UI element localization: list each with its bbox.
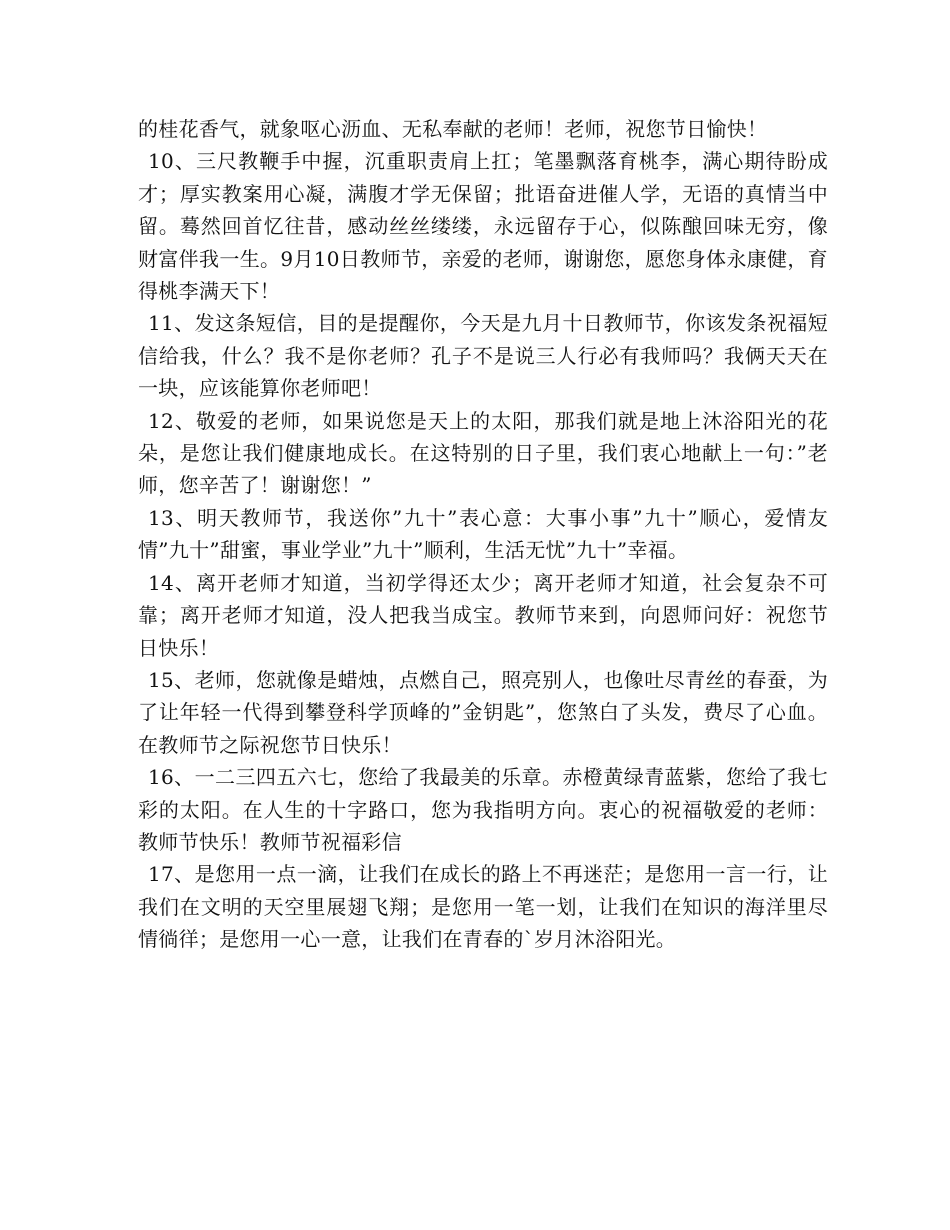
paragraph-10: 10、三尺教鞭手中握，沉重职责肩上扛；笔墨飘落育桃李，满心期待盼成才；厚实教案用心凝，满腹才学无保留；批语奋进催人学，无语的真情当中留。蓦然回首忆往昔，感动丝丝缕缕，永远留存于心，似陈酿回味无穷，像财富伴我一生。9月10日教师节，亲爱的老师，谢谢您，愿您身体永康健，育得桃李满天下！ [138, 149, 828, 304]
paragraph-13: 13、明天教师节，我送你”九十”表心意：大事小事”九十”顺心，爱情友情”九十”甜蜜，事业学业”九十”顺利，生活无忧”九十”幸福。 [138, 505, 828, 563]
paragraph-17: 17、是您用一点一滴，让我们在成长的路上不再迷茫；是您用一言一行，让我们在文明的天空里展翅飞翔；是您用一笔一划，让我们在知识的海洋里尽情徜徉；是您用一心一意，让我们在青春的`岁月沐浴阳光。 [138, 862, 828, 952]
paragraph-14: 14、离开老师才知道，当初学得还太少；离开老师才知道，社会复杂不可靠；离开老师才知道，没人把我当成宝。教师节来到，向恩师问好：祝您节日快乐！ [138, 570, 828, 660]
document-body [138, 113, 828, 956]
paragraph-11: 11、发这条短信，目的是提醒你，今天是九月十日教师节，你该发条祝福短信给我，什么？我不是你老师？孔子不是说三人行必有我师吗？我俩天天在一块，应该能算你老师吧！ [138, 311, 828, 401]
paragraph-15: 15、老师，您就像是蜡烛，点燃自己，照亮别人，也像吐尽青丝的春蚕，为了让年轻一代得到攀登科学顶峰的”金钥匙”，您煞白了头发，费尽了心血。在教师节之际祝您节日快乐！ [138, 667, 828, 757]
paragraph-continuation: 的桂花香气，就象呕心沥血、无私奉献的老师！老师，祝您节日愉快！ [138, 117, 768, 141]
paragraph-16: 16、一二三四五六七，您给了我最美的乐章。赤橙黄绿青蓝紫，您给了我七彩的太阳。在人生的十字路口，您为我指明方向。衷心的祝福敬爱的老师：教师节快乐！教师节祝福彩信 [138, 765, 828, 854]
paragraph-12: 12、敬爱的老师，如果说您是天上的太阳，那我们就是地上沐浴阳光的花朵，是您让我们健康地成长。在这特别的日子里，我们衷心地献上一句：”老师，您辛苦了！谢谢您！” [138, 408, 828, 498]
